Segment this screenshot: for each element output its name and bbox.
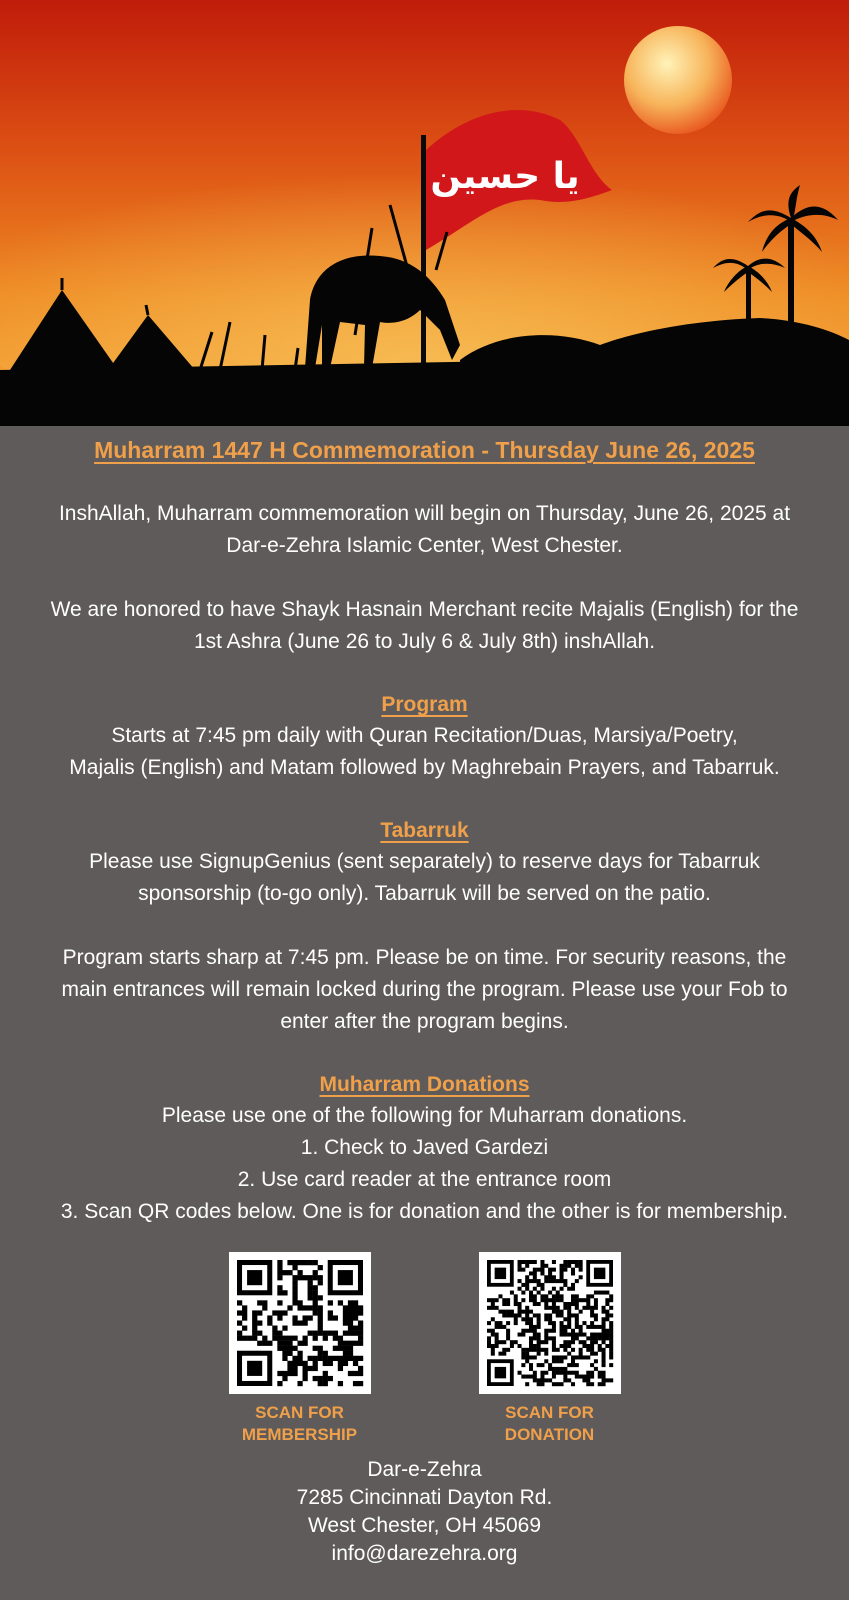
street-address: 7285 Cincinnati Dayton Rd.	[296, 1486, 553, 1509]
org-name: Dar-e-Zehra	[367, 1458, 482, 1481]
donation-qr-label	[479, 1402, 621, 1446]
donations-line-1: Please use one of the following for Muharram donations.	[161, 1104, 688, 1127]
sun	[624, 26, 732, 134]
donations-line-4: 3. Scan QR codes below. One is for donation and the other is for membership.	[60, 1200, 789, 1223]
donation-qr-label-line1: SCAN FOR	[505, 1403, 594, 1422]
donations-heading: Muharram Donations	[319, 1073, 530, 1096]
membership-qr-label	[229, 1402, 371, 1446]
tabarruk-line-1: Please use SignupGenius (sent separately) to reserve days for Tabarruk	[89, 850, 760, 873]
intro-line-1: InshAllah, Muharram commemoration will begin on Thursday, June 26, 2025 at	[58, 502, 791, 525]
city-state-zip: West Chester, OH 45069	[307, 1514, 542, 1537]
speaker-line-1: We are honored to have Shayk Hasnain Merchant recite Majalis (English) for the	[50, 598, 799, 621]
hero-banner	[0, 0, 849, 426]
tabarruk-line-2: sponsorship (to-go only). Tabarruk will be served on the patio.	[138, 882, 711, 905]
membership-qr-code[interactable]	[229, 1252, 371, 1394]
footer-address	[0, 1456, 849, 1568]
donations-line-3: 2. Use card reader at the entrance room	[237, 1168, 612, 1191]
program-heading: Program	[381, 693, 468, 716]
program-line-1: Starts at 7:45 pm daily with Quran Recitation/Duas, Marsiya/Poetry,	[111, 724, 738, 747]
announcement-body	[0, 434, 849, 1568]
security-line-2: main entrances will remain locked during the program. Please use your Fob to	[61, 978, 788, 1001]
speaker-line-2: 1st Ashra (June 26 to July 6 & July 8th) inshAllah.	[193, 630, 656, 653]
donation-qr-code[interactable]	[479, 1252, 621, 1394]
email-link[interactable]: info@darezehra.org	[331, 1542, 518, 1565]
donation-qr-label-line2: DONATION	[504, 1425, 595, 1444]
qr-codes-row	[0, 1252, 849, 1446]
karbala-scene-illustration	[0, 0, 849, 426]
donation-qr-block	[479, 1252, 621, 1446]
program-line-2: Majalis (English) and Matam followed by Maghrebain Prayers, and Tabarruk.	[69, 756, 780, 779]
flag-calligraphy: يا حسين	[430, 156, 580, 197]
donations-line-2: 1. Check to Javed Gardezi	[300, 1136, 549, 1159]
intro-line-2: Dar-e-Zehra Islamic Center, West Chester.	[226, 534, 623, 557]
membership-qr-block	[229, 1252, 371, 1446]
security-line-3: enter after the program begins.	[280, 1010, 569, 1033]
page-title: Muharram 1447 H Commemoration - Thursday June 26, 2025	[94, 437, 755, 463]
tabarruk-heading: Tabarruk	[380, 819, 469, 842]
security-line-1: Program starts sharp at 7:45 pm. Please be on time. For security reasons, the	[62, 946, 787, 969]
membership-qr-label-line1: SCAN FOR	[255, 1403, 344, 1422]
membership-qr-label-line2: MEMBERSHIP	[241, 1425, 358, 1444]
flag-pole	[421, 135, 426, 375]
